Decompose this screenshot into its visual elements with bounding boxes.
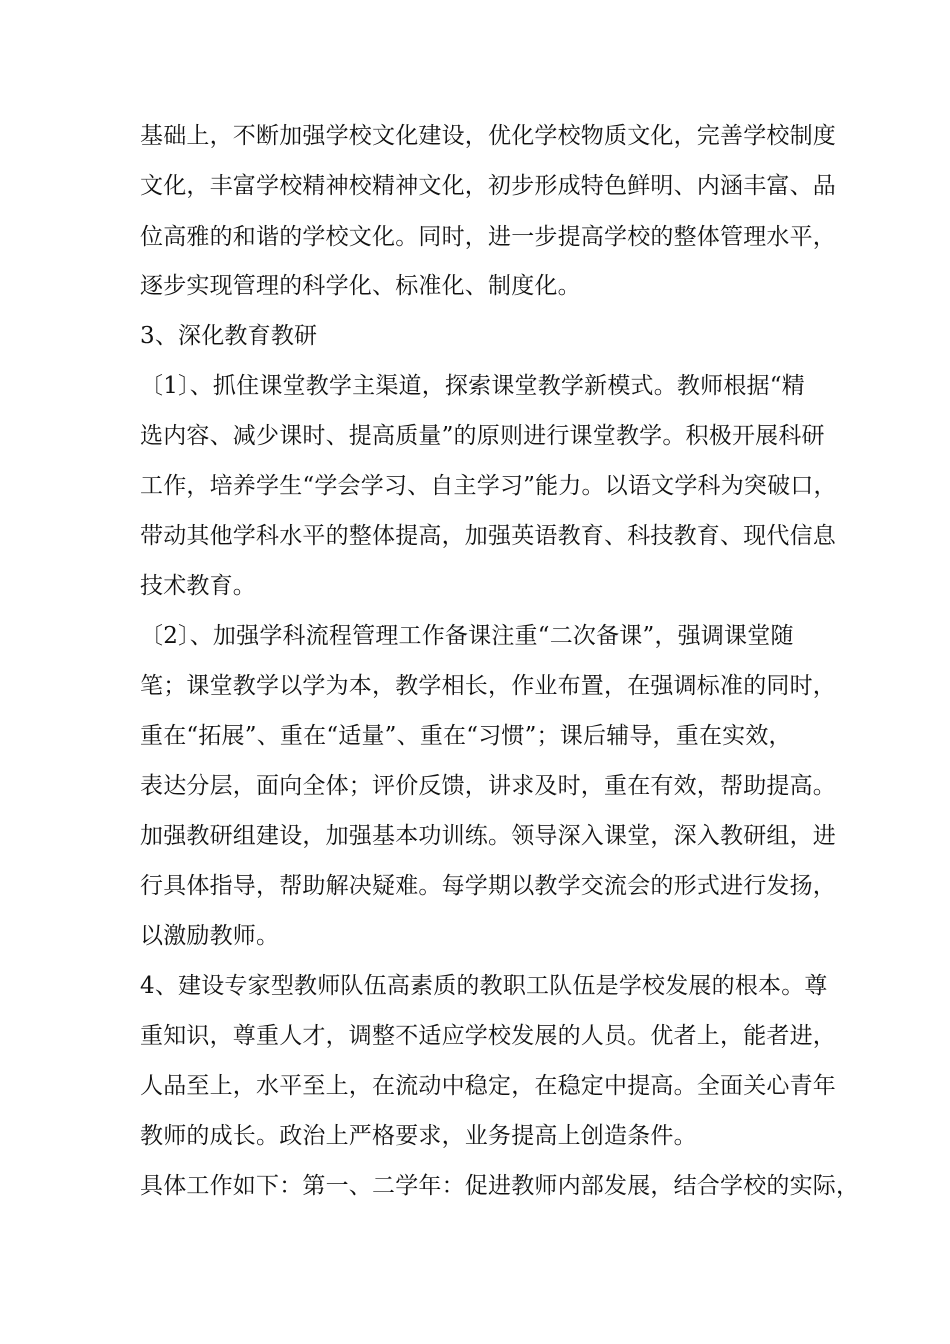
text-line: 以激励教师。	[140, 923, 280, 949]
text-line: 重在“拓展”、重在“适量”、重在“习惯”；课后辅导，重在实效，	[140, 723, 792, 749]
text-line: 带动其他学科水平的整体提高，加强英语教育、科技教育、现代信息	[140, 523, 836, 549]
text-line: 具体工作如下：第一、二学年：促进教师内部发展，结合学校的实际，	[140, 1173, 860, 1199]
text-line: 〔2〕、加强学科流程管理工作备课注重“二次备课”，强调课堂随	[140, 623, 794, 649]
text-line: 逐步实现管理的科学化、标准化、制度化。	[140, 273, 581, 299]
text-line: 教师的成长。政治上严格要求，业务提高上创造条件。	[140, 1123, 697, 1149]
text-line: 位高雅的和谐的学校文化。同时，进一步提高学校的整体管理水平，	[140, 224, 836, 250]
text-line: 笔；课堂教学以学为本，教学相长，作业布置，在强调标准的同时，	[140, 673, 836, 699]
text-line: 基础上，不断加强学校文化建设，优化学校物质文化，完善学校制度	[140, 123, 836, 149]
text-line: 工作，培养学生“学会学习、自主学习”能力。以语文学科为突破口，	[140, 473, 837, 499]
text-line: 重知识，尊重人才，调整不适应学校发展的人员。优者上，能者进，	[140, 1023, 836, 1049]
text-line: 人品至上，水平至上，在流动中稳定，在稳定中提高。全面关心青年	[140, 1073, 836, 1099]
text-line: 文化，丰富学校精神校精神文化，初步形成特色鲜明、内涵丰富、品	[140, 173, 836, 199]
text-line: 4、建设专家型教师队伍高素质的教职工队伍是学校发展的根本。尊	[140, 973, 828, 999]
section-heading: 3、深化教育教研	[140, 323, 318, 349]
text-line: 加强教研组建设，加强基本功训练。领导深入课堂，深入教研组，进	[140, 823, 836, 849]
text-line: 表达分层，面向全体；评价反馈，讲求及时，重在有效，帮助提高。	[140, 773, 836, 799]
text-line: 技术教育。	[140, 573, 256, 599]
text-line: 行具体指导，帮助解决疑难。每学期以教学交流会的形式进行发扬，	[140, 873, 836, 899]
text-line: 〔1〕、抓住课堂教学主渠道，探索课堂教学新模式。教师根据“精	[140, 373, 805, 399]
text-line: 选内容、减少课时、提高质量”的原则进行课堂教学。积极开展科研	[140, 423, 825, 449]
